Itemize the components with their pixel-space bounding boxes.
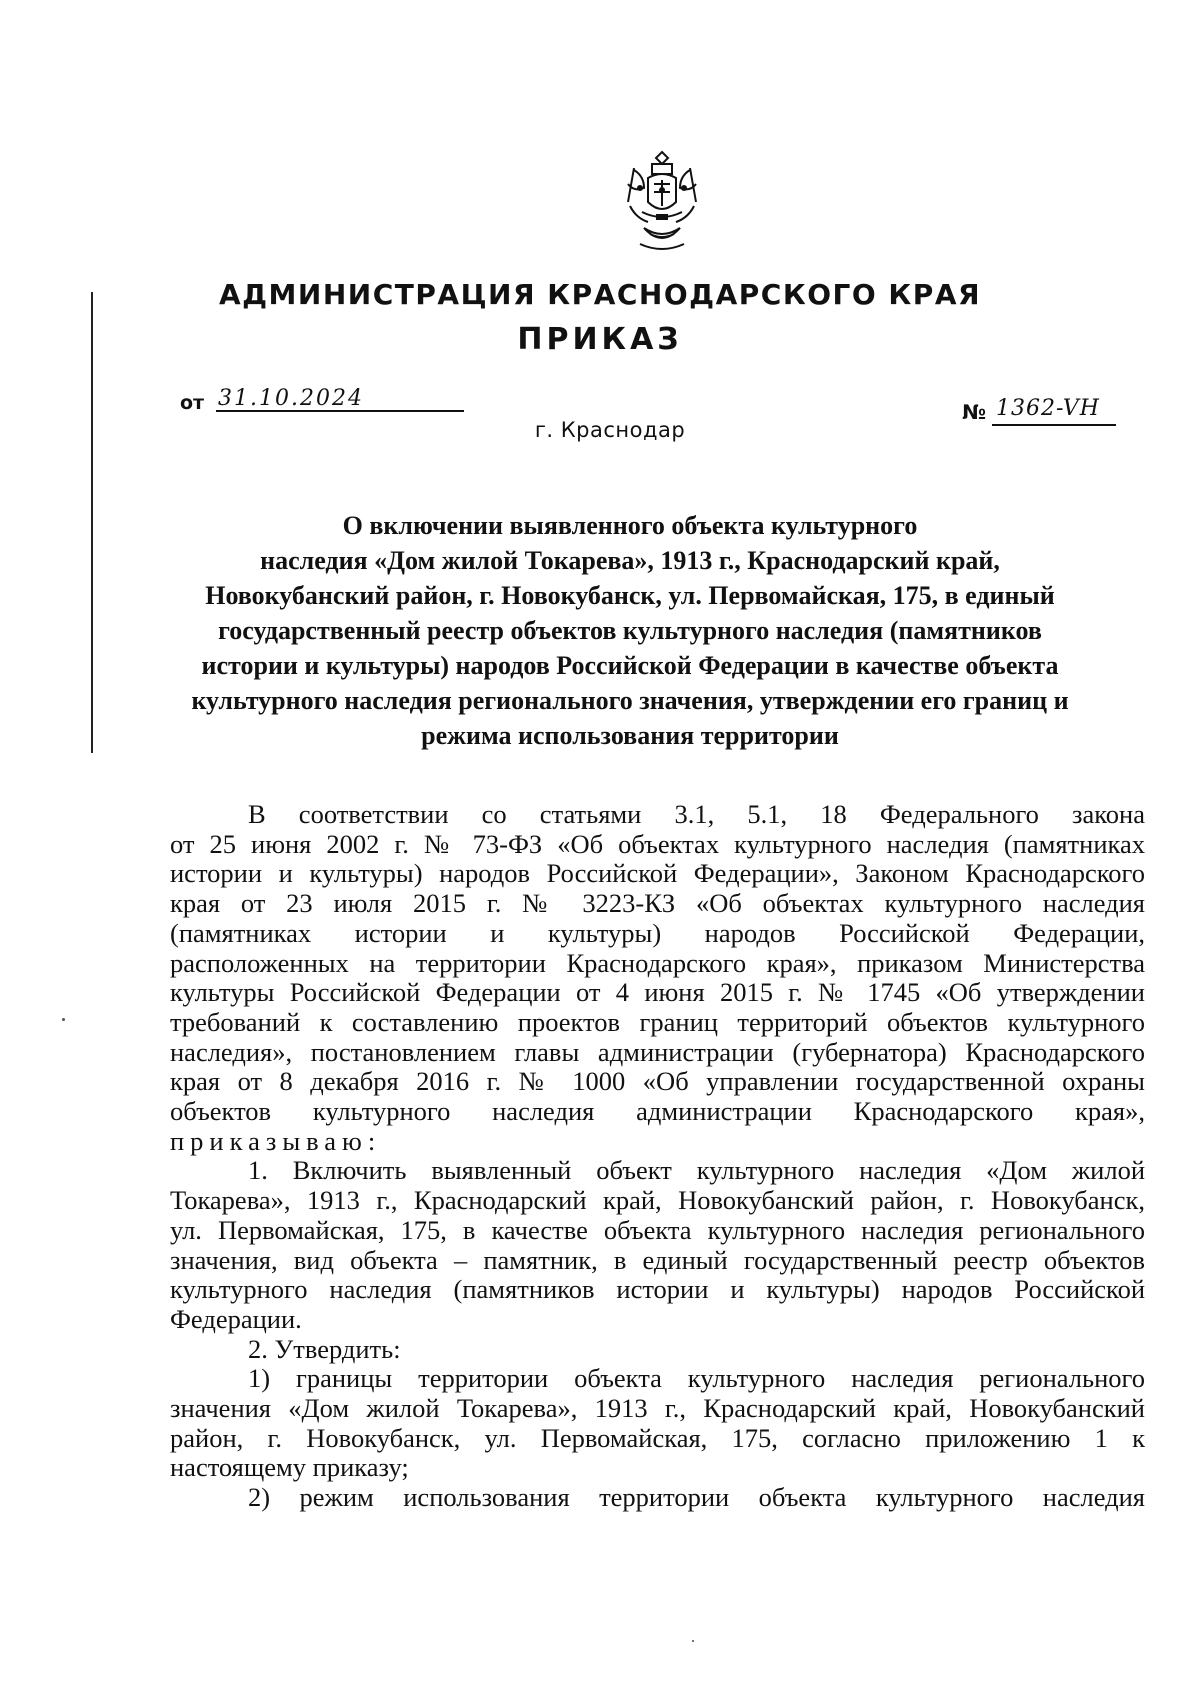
body-line: края от 8 декабря 2016 г. № 1000 «Об управлении государственной охраны (170, 1066, 1145, 1097)
body-line: наследия», постановлением главы администрации (губернатора) Краснодарского (170, 1036, 1145, 1067)
body-line: края от 23 июля 2015 г. № 3223-КЗ «Об объектах культурного наследия (170, 888, 1145, 919)
body-line: значения «Дом жилой Токарева», 1913 г., Краснодарский край, Новокубанский (170, 1393, 1145, 1424)
body-line: культуры Российской Федерации от 4 июня 2015 г. № 1745 «Об утверждении (170, 977, 1145, 1008)
body-line: Токарева», 1913 г., Краснодарский край, Новокубанский район, г. Новокубанск, (170, 1185, 1145, 1216)
heading-line: наследия «Дом жилой Токарева», 1913 г., Краснодарский край, (260, 546, 1000, 575)
heading-line: О включении выявленного объекта культурного (342, 511, 918, 540)
body-line: от 25 июня 2002 г. № 73-ФЗ «Об объектах культурного наследия (памятниках (170, 828, 1145, 859)
body-line: 1) границы территории объекта культурного наследия регионального (248, 1363, 1145, 1394)
body-line: приказываю: (170, 1125, 382, 1156)
body-line: настоящему приказу; (170, 1452, 409, 1483)
body-line: 1. Включить выявленный объект культурного наследия «Дом жилой (248, 1155, 1145, 1186)
body-line: ул. Первомайская, 175, в качестве объекта культурного наследия регионального (170, 1214, 1145, 1245)
city-name: г. Краснодар (534, 418, 686, 442)
body-line: культурного наследия (памятников истории и культуры) народов Российской (170, 1274, 1145, 1305)
number-handwritten: 1362-VH (996, 396, 1100, 421)
date-label: от (180, 392, 205, 414)
order-heading (150, 508, 1110, 753)
heading-line: истории и культуры) народов Российской Федерации в качестве объекта (201, 651, 1059, 680)
scan-speck (62, 1018, 65, 1021)
heading-line: государственный реестр объектов культурного наследия (памятников (218, 616, 1042, 645)
body-line: объектов культурного наследия администрации Краснодарского края», (170, 1096, 1145, 1127)
body-line: значения, вид объекта – памятник, в единый государственный реестр объектов (170, 1244, 1145, 1275)
date-handwritten: 31.10.2024 (218, 386, 364, 411)
body-line: Федерации. (170, 1303, 302, 1334)
body-line: 2) режим использования территории объекта культурного наследия (248, 1482, 1145, 1513)
organization-title: АДМИНИСТРАЦИЯ КРАСНОДАРСКОГО КРАЯ (218, 278, 982, 311)
coat-of-arms-emblem (620, 148, 704, 256)
body-line: В соответствии со статьями 3.1, 5.1, 18 Федерального закона (248, 799, 1145, 829)
body-line: истории и культуры) народов Российской Федерации», Законом Краснодарского (170, 858, 1145, 889)
heading-line: режима использования территории (421, 721, 839, 750)
number-underline (992, 424, 1116, 426)
heading-line: Новокубанский район, г. Новокубанск, ул. Первомайская, 175, в единый (205, 581, 1055, 610)
scan-margin-line (91, 292, 93, 753)
heading-line: культурного наследия регионального значения, утверждении его границ и (191, 686, 1069, 715)
body-line: расположенных на территории Краснодарского края», приказом Министерства (170, 947, 1145, 978)
scan-speck (692, 1640, 694, 1642)
body-line: район, г. Новокубанск, ул. Первомайская, 175, согласно приложению 1 к (170, 1422, 1145, 1453)
body-line: 2. Утвердить: (248, 1333, 401, 1364)
body-line: требований к составлению проектов границ территорий объектов культурного (170, 1006, 1145, 1037)
number-label: № (962, 400, 987, 424)
order-body (170, 800, 1145, 1513)
document-type: ПРИКАЗ (517, 322, 683, 357)
body-line: (памятниках истории и культуры) народов Российской Федерации, (170, 917, 1145, 948)
